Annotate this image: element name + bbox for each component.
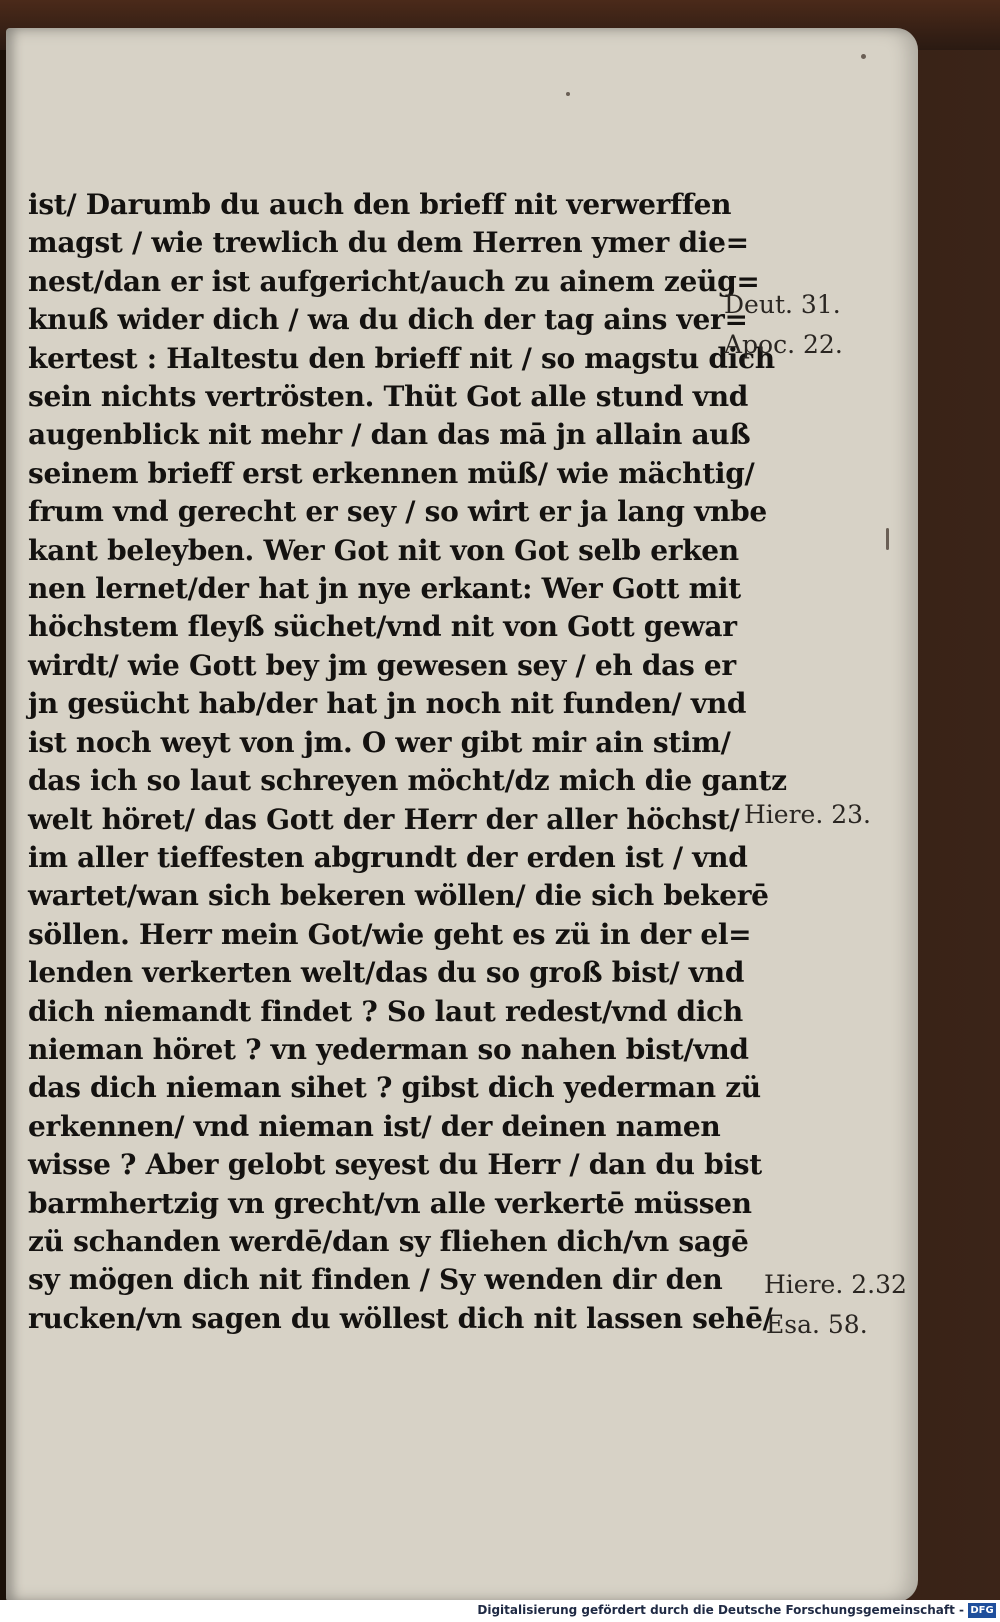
- paper-speck: [861, 54, 866, 59]
- text-line: seinem brieff erst erkennen müß/ wie mächtig/: [28, 456, 755, 490]
- margin-note-hiere-2-32: Hiere. 2.32: [764, 1270, 907, 1299]
- text-line: höchstem fleyß süchet/vnd nit von Gott gewar: [28, 610, 737, 644]
- text-line: kant beleyben. Wer Got nit von Got selb erken: [28, 533, 739, 567]
- text-line: wisse ? Aber gelobt seyest du Herr / dan du bist: [28, 1148, 762, 1182]
- text-line: wirdt/ wie Gott bey jm gewesen sey / eh das er: [28, 648, 736, 682]
- text-line: wartet/wan sich bekeren wöllen/ die sich bekerē: [28, 879, 769, 913]
- text-line: welt höret/ das Gott der Herr der aller höchst/: [28, 802, 740, 836]
- text-line: nen lernet/der hat jn nye erkant: Wer Gott mit: [28, 572, 741, 606]
- margin-note-esa: Esa. 58.: [766, 1310, 868, 1339]
- margin-note-hiere-23: Hiere. 23.: [744, 800, 871, 829]
- text-line: lenden verkerten welt/das du so groß bist/ vnd: [28, 956, 745, 990]
- text-line: ist/ Darumb du auch den brieff nit verwerffen: [28, 188, 732, 221]
- text-line: jn gesücht hab/der hat jn noch nit funden/ vnd: [28, 687, 747, 721]
- text-line: im aller tieffesten abgrundt der erden ist / vnd: [28, 840, 748, 874]
- text-line: dich niemandt findet ? So laut redest/vnd dich: [28, 994, 743, 1028]
- text-line: erkennen/ vnd nieman ist/ der deinen namen: [28, 1109, 721, 1143]
- text-line: frum vnd gerecht er sey / so wirt er ja lang vnbe: [28, 495, 767, 529]
- text-line: barmhertzig vn grecht/vn alle verkertē müssen: [28, 1186, 752, 1220]
- text-line: magst / wie trewlich du dem Herren ymer die=: [28, 226, 749, 260]
- margin-note-apoc: Apoc. 22.: [724, 330, 843, 359]
- margin-note-deut: Deut. 31.: [724, 290, 841, 319]
- text-line: das dich nieman sihet ? gibst dich yederman zü: [28, 1071, 761, 1105]
- paper-speck: [886, 528, 889, 550]
- text-line: das ich so laut schreyen möcht/dz mich die gantz: [28, 764, 787, 798]
- footer-credit-text: Digitalisierung gefördert durch die Deutsche Forschungsgemeinschaft -: [477, 1603, 964, 1617]
- text-line: sein nichts vertrösten. Thüt Got alle stund vnd: [28, 380, 749, 414]
- text-line: söllen. Herr mein Got/wie geht es zü in der el=: [28, 917, 752, 951]
- text-line: nieman höret ? vn yederman so nahen bist/vnd: [28, 1032, 749, 1066]
- text-line: zü schanden werdē/dan sy fliehen dich/vn sagē: [28, 1224, 749, 1258]
- text-line: ist noch weyt von jm. O wer gibt mir ain stim/: [28, 725, 731, 759]
- footer-bar: [0, 1600, 1000, 1622]
- text-line: sy mögen dich nit finden / Sy wenden dir den: [28, 1263, 723, 1297]
- text-line: nest/dan er ist aufgericht/auch zu ainem zeüg=: [28, 264, 760, 298]
- paper-speck: [566, 92, 570, 96]
- text-line: rucken/vn sagen du wöllest dich nit lassen sehē/: [28, 1301, 773, 1335]
- dfg-logo: DFG: [968, 1603, 996, 1618]
- text-line: kertest : Haltestu den brieff nit / so magstu dich: [28, 341, 775, 375]
- text-line: augenblick nit mehr / dan das mā jn allain auß: [28, 418, 751, 452]
- text-line: knuß wider dich / wa du dich der tag ains ver=: [28, 303, 748, 337]
